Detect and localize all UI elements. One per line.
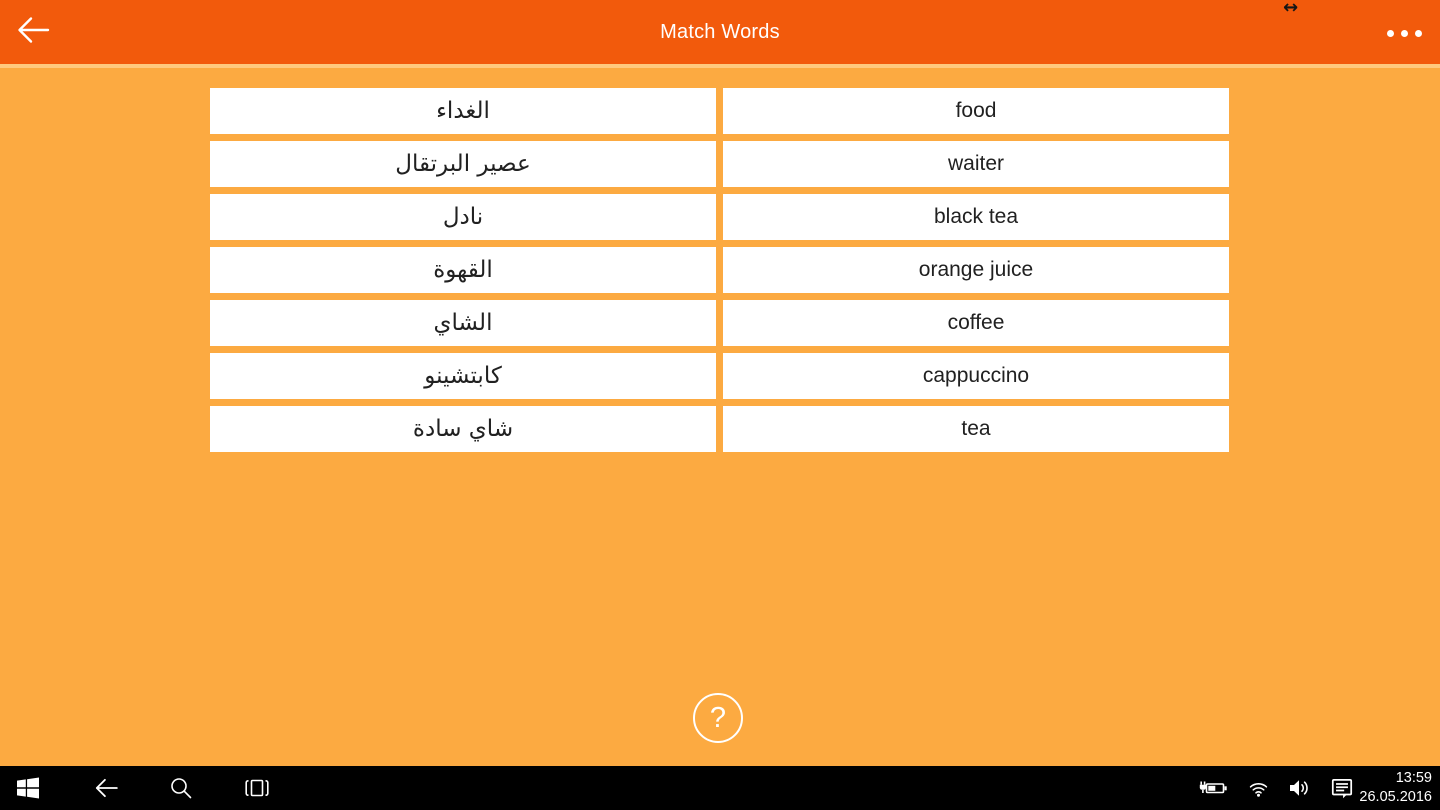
- network-tray-button[interactable]: [1236, 766, 1280, 810]
- taskbar: [0, 766, 1440, 810]
- resize-cursor-icon: ↔: [1283, 0, 1299, 18]
- windows-logo-icon: [17, 777, 39, 799]
- clock-date: 26.05.2016: [1359, 789, 1432, 805]
- start-button[interactable]: [6, 766, 50, 810]
- header-accent-stripe: [0, 64, 1440, 68]
- task-view-icon: [244, 776, 270, 800]
- volume-tray-button[interactable]: [1278, 766, 1322, 810]
- battery-charging-icon: [1198, 776, 1228, 800]
- notifications-icon: [1329, 775, 1355, 801]
- app-header: [0, 0, 1440, 64]
- question-mark-icon: ?: [709, 701, 727, 734]
- search-icon: [169, 776, 193, 800]
- english-word-card[interactable]: food: [723, 88, 1229, 134]
- arabic-words-column: [210, 88, 716, 459]
- english-word-card[interactable]: coffee: [723, 300, 1229, 346]
- english-word-card[interactable]: waiter: [723, 141, 1229, 187]
- arabic-word-card[interactable]: القهوة: [210, 247, 716, 293]
- more-options-button[interactable]: [1382, 20, 1426, 46]
- speaker-icon: [1287, 776, 1313, 800]
- taskbar-search-button[interactable]: [159, 766, 203, 810]
- ellipsis-icon: [1387, 30, 1422, 37]
- battery-tray-button[interactable]: [1191, 766, 1235, 810]
- taskbar-clock[interactable]: [1359, 769, 1432, 807]
- arabic-word-card[interactable]: كابتشينو: [210, 353, 716, 399]
- english-word-card[interactable]: cappuccino: [723, 353, 1229, 399]
- hint-button[interactable]: [693, 693, 743, 743]
- english-word-card[interactable]: tea: [723, 406, 1229, 452]
- arabic-word-card[interactable]: عصير البرتقال: [210, 141, 716, 187]
- arabic-word-card[interactable]: شاي سادة: [210, 406, 716, 452]
- arabic-word-card[interactable]: نادل: [210, 194, 716, 240]
- back-arrow-icon: [93, 775, 119, 801]
- wifi-icon: [1245, 776, 1271, 800]
- arabic-word-card[interactable]: الشاي: [210, 300, 716, 346]
- clock-time: 13:59: [1395, 770, 1432, 786]
- action-center-button[interactable]: [1320, 766, 1364, 810]
- arabic-word-card[interactable]: الغداء: [210, 88, 716, 134]
- taskbar-back-button[interactable]: [84, 766, 128, 810]
- back-button[interactable]: [10, 9, 56, 55]
- english-words-column: [723, 88, 1229, 459]
- task-view-button[interactable]: [235, 766, 279, 810]
- back-arrow-icon: [13, 10, 53, 55]
- english-word-card[interactable]: black tea: [723, 194, 1229, 240]
- english-word-card[interactable]: orange juice: [723, 247, 1229, 293]
- page-title: Match Words: [660, 20, 780, 43]
